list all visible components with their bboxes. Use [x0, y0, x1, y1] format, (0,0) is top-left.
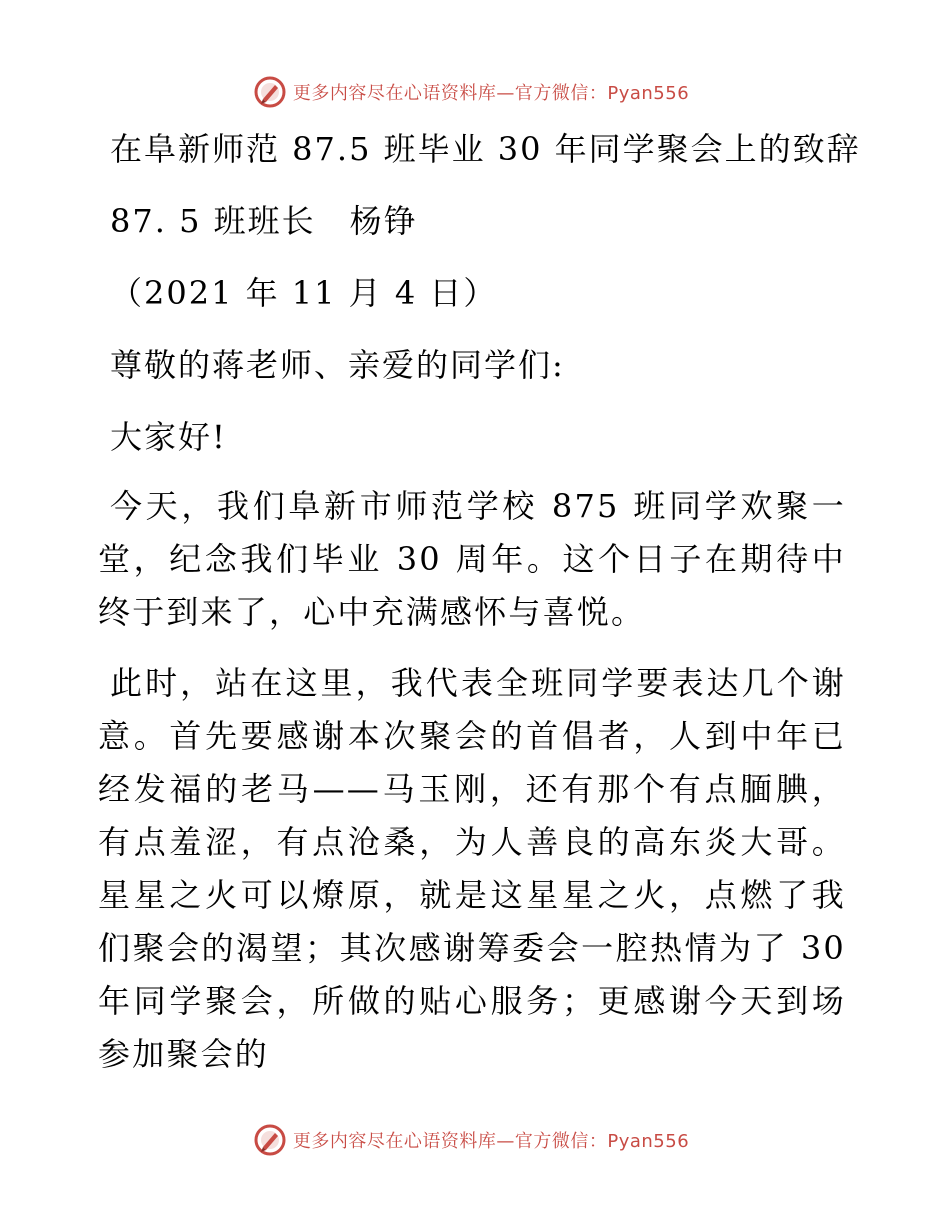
speech-greeting: 尊敬的蒋老师、亲爱的同学们: [110, 346, 565, 384]
document-body [98, 120, 861, 1081]
paragraph: 此时，站在这里，我代表全班同学要表达几个谢意。首先要感谢本次聚会的首倡者，人到中年已经发福的老马——马玉刚，还有那个有点腼腆，有点羞涩，有点沧桑，为人善良的高东炎大哥。星星之火可以燎原，就是这星星之火，点燃了我们聚会的渴望；其次感谢筹委会一腔热情为了 30 年同学聚会，所做的贴心服务；更感谢今天到场参加聚会的 [98, 664, 846, 1073]
paragraph: 今天，我们阜新市师范学校 875 班同学欢聚一堂，纪念我们毕业 30 周年。这个日子在期待中终于到来了，心中充满感怀与喜悦。 [98, 487, 846, 631]
footer-watermark [0, 1120, 950, 1160]
header-watermark [0, 72, 950, 112]
watermark-text: 更多内容尽在心语资料库—官方微信：Pyan556 [292, 83, 690, 104]
speech-byline: 87. 5 班班长 杨铮 [110, 202, 418, 240]
pen-seal-logo-icon [253, 75, 287, 109]
speech-title: 在阜新师范 87.5 班毕业 30 年同学聚会上的致辞 [110, 130, 861, 168]
watermark-text: 更多内容尽在心语资料库—官方微信：Pyan556 [292, 1131, 690, 1152]
speech-date: （2021 年 11 月 4 日） [110, 274, 498, 312]
speech-hello: 大家好! [110, 418, 227, 456]
pen-seal-logo-icon [253, 1123, 287, 1157]
